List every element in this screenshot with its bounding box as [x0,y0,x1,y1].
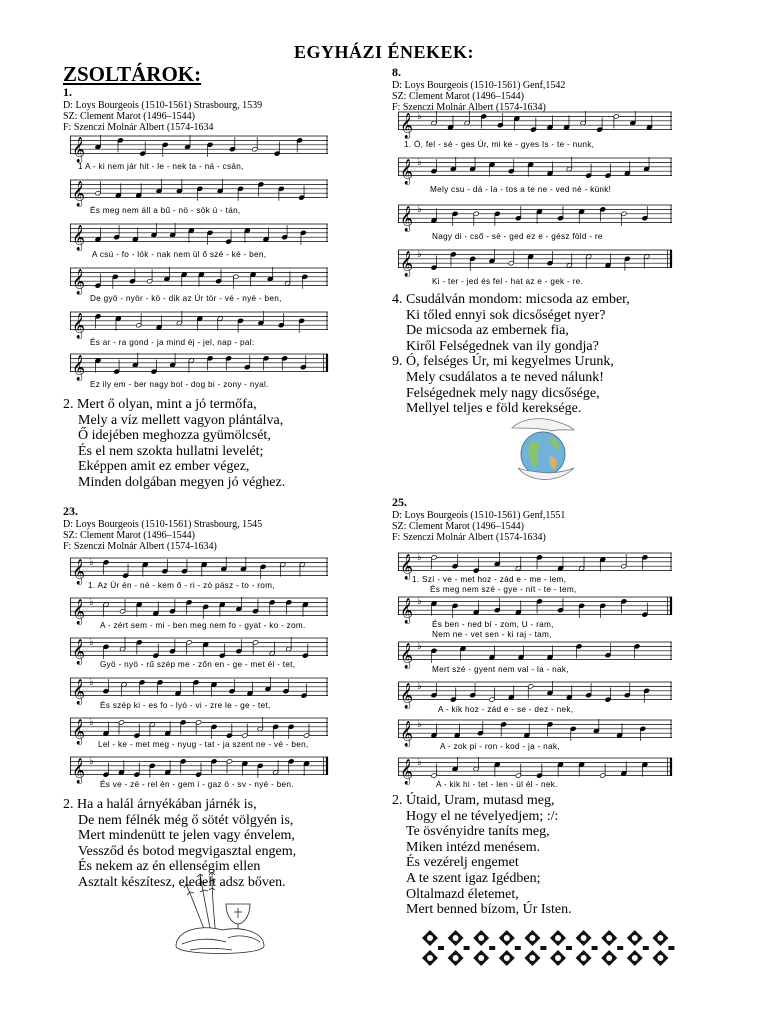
ornament-motif [422,930,444,966]
lyric-line: És ar - ra gond - ja mind éj - jel, nap - pal: [90,338,255,347]
flat-sign-icon: ♭ [417,681,422,693]
music-staff [70,260,328,296]
verse-line: És el nem szokta hullatni levelét; [78,443,264,459]
flat-sign-icon: ♭ [417,204,422,216]
music-staff [398,197,672,233]
treble-clef-icon: 𝄞 [72,313,86,339]
verse-line: És vezérelj engemet [406,855,519,871]
music-staff [70,216,328,252]
author-line: SZ: Clement Marot (1496–1544) [63,111,195,122]
author-line: SZ: Clement Marot (1496–1544) [392,521,524,532]
verse-line: Mert benned bízom, Úr Isten. [406,902,572,918]
lyric-line: 1. Ó, fel - sé - ges Úr, mi ke - gyes Is - te - nunk, [404,140,595,149]
treble-clef-icon: 𝄞 [72,719,86,745]
verse-line: De nem félnék még ő sötét völgyén is, [78,812,294,828]
treble-clef-icon: 𝄞 [400,759,414,785]
lyric-line: Ki - ter - jed és fel - hat az e - gek - re. [432,277,584,286]
verse-line: De micsoda az embernek fia, [406,323,569,339]
flat-sign-icon: ♭ [417,552,422,564]
lyric-line: Mert szé - gyent nem val - la - nak, [432,665,569,674]
translator-line: F: Szenczi Molnár Albert (1574-1634 [63,122,214,133]
song-25-header [392,495,565,543]
composer-line: D: Loys Bourgeois (1510-1561) Genf,1542 [392,80,566,91]
song-number: 8. [392,65,401,79]
flat-sign-icon: ♭ [89,677,94,689]
treble-clef-icon: 𝄞 [400,643,414,669]
lyric-line: Ez ily em - ber nagy bol - dog bi - zony - nyal. [90,380,269,389]
lyric-line: 1 A - ki nem jár hit - le - nek ta - ná - csán, [78,162,244,171]
verse-line: Ő idejében meghozza gyümölcsét, [78,428,271,444]
verse-line: Oltalmazd életemet, [406,886,519,902]
globe-hands-illustration [508,414,578,484]
verse-line: Mert mindenütt te jelen vagy énvelem, [78,828,295,844]
treble-clef-icon: 𝄞 [400,554,414,580]
treble-clef-icon: 𝄞 [400,721,414,747]
lyric-line: A csú - fo - lók - nak nem ül ő szé - ké - ben, [92,250,267,259]
music-staff [70,304,328,340]
song-number: 25. [392,495,407,509]
lyric-line: A - zok pi - ron - kod - ja - nak, [440,742,560,751]
treble-clef-icon: 𝄞 [400,251,414,277]
song-1-verses [63,397,285,491]
verse-line: Mellyel teljes e föld kereksége. [406,401,582,417]
composer-line: D: Loys Bourgeois (1510-1561) Strasbourg, 1539 [63,100,263,111]
flat-sign-icon: ♭ [417,157,422,169]
music-staff [398,150,672,186]
lyric-line: A - kik hi - tet - len - ül él - nek. [436,780,558,789]
verse-line: Asztalt készítesz, eledelt adsz bőven. [78,874,286,890]
verse-line: 9. Ó, felséges Úr, mi kegyelmes Urunk, [392,354,614,370]
verse-line: A te szent igaz Igédben; [406,870,541,886]
translator-line: F: Szenczi Molnár Albert (1574-1634) [63,541,217,552]
translator-line: F: Szenczi Molnár Albert (1574-1634) [392,532,546,543]
verse-line: És nekem az én ellenségim ellen [78,859,261,875]
verse-line: 4. Csudálván mondom: micsoda az ember, [392,292,630,307]
lyric-line: A - zért sem - mi - ben meg nem fo - gyat - ko - zom. [100,621,306,630]
lyric-line: És meg nem áll a bű - nö - sök ú - tán, [90,206,241,215]
folk-ornament [418,928,674,968]
music-staff [70,128,328,164]
verse-line: 2. Útaid, Uram, mutasd meg, [392,793,555,808]
treble-clef-icon: 𝄞 [400,683,414,709]
treble-clef-icon: 𝄞 [400,598,414,624]
composer-line: D: Loys Bourgeois (1510-1561) Genf,1551 [392,510,566,521]
verse-line: Vessződ és botod megvigasztal engem, [78,843,297,859]
lyric-line: És ben - ned bí - zom, U - ram, [432,620,554,629]
verse-line: Te ösvényidre taníts meg, [406,824,550,840]
lyric-line: 1. Szí - ve - met hoz - zád e - me - lem, [412,575,567,584]
treble-clef-icon: 𝄞 [72,181,86,207]
author-line: SZ: Clement Marot (1496–1544) [392,91,524,102]
lyric-line: Mely csu - dá - la - tos a te ne - ved né - künk! [430,185,612,194]
lyric-line: Lel - ke - met meg - nyug - tat - ja szent ne - vé - ben, [98,740,309,749]
flat-sign-icon: ♭ [89,637,94,649]
ornament-motif [448,930,470,966]
verse-line: Minden dolgában megyen jó véghez. [78,474,286,490]
treble-clef-icon: 𝄞 [400,113,414,139]
flat-sign-icon: ♭ [417,719,422,731]
song-1-header [63,85,262,133]
verse-line: 2. Mert ő olyan, mint a jó termőfa, [63,397,257,412]
verse-line: 2. Ha a halál árnyékában járnék is, [63,797,257,812]
translator-line: F: Szenczi Molnár Albert (1574-1634) [392,102,546,113]
song-25-verses [392,793,572,918]
music-staff [398,242,672,278]
page-title: EGYHÁZI ÉNEKEK: [293,42,475,62]
section-title: ZSOLTÁROK: [63,62,202,86]
verse-line: Kiről Felségednek van ily gondja? [406,338,599,354]
verse-line: Miken intézd menésem. [406,839,541,855]
flat-sign-icon: ♭ [417,249,422,261]
lyric-line: Nagy di - cső - sé - ged ez e - gész föld - re [432,232,603,241]
ornament-motif [499,930,521,966]
treble-clef-icon: 𝄞 [72,225,86,251]
flat-sign-icon: ♭ [417,111,422,123]
ornament-motif [576,930,598,966]
flat-sign-icon: ♭ [417,596,422,608]
verse-line: Felségednek mely nagy dicsősége, [406,385,600,401]
treble-clef-icon: 𝄞 [72,269,86,295]
verse-line: Eképpen amit ez ember végez, [78,459,250,475]
lyric-line: A - kik hoz - zád e - se - dez - nek, [438,705,574,714]
lyric-line: De gyö - nyör - kö - dik az Úr tör - vé - nyé - ben, [90,294,282,303]
ornament-motif [524,930,546,966]
treble-clef-icon: 𝄞 [72,559,86,585]
flat-sign-icon: ♭ [89,557,94,569]
verse-line: Mely a víz mellett vagyon plántálva, [78,412,284,428]
flat-sign-icon: ♭ [89,597,94,609]
lyric-line: És ve - zé - rel én - gem i - gaz ö - sv - nyé - ben. [100,780,294,789]
bread-chalice-illustration [172,868,268,960]
ornament-motif [601,930,623,966]
lyric-line: Gyö - nyö - rű szép me - zőn en - ge - met él - tet, [100,660,296,669]
treble-clef-icon: 𝄞 [72,355,86,381]
author-line: SZ: Clement Marot (1496–1544) [63,530,195,541]
song-8-verses [392,292,630,417]
treble-clef-icon: 𝄞 [400,206,414,232]
music-staff [70,172,328,208]
song-number: 1. [63,85,72,99]
ornament-motif [473,930,495,966]
song-number: 23. [63,504,78,518]
flat-sign-icon: ♭ [89,717,94,729]
ornament-motif [627,930,649,966]
lyric-line: És szép ki - es fo - lyó - vi - zre le - ge - tet, [100,701,271,710]
verse-line: Ki tőled ennyi sok dicsőséget nyer? [406,307,606,323]
lyric-line: Nem ne - vet sen - ki raj - tam, [432,630,552,639]
treble-clef-icon: 𝄞 [72,679,86,705]
composer-line: D: Loys Bourgeois (1510-1561) Strasbourg, 1545 [63,519,263,530]
treble-clef-icon: 𝄞 [72,758,86,784]
music-staff [70,346,328,382]
verse-line: Hogy el ne tévelyedjem; :/: [406,808,559,824]
ornament-motif [652,930,674,966]
music-staff [398,104,672,140]
treble-clef-icon: 𝄞 [72,599,86,625]
lyric-line: És meg nem szé - gye - nít - te - tem, [430,585,577,594]
treble-clef-icon: 𝄞 [72,639,86,665]
flat-sign-icon: ♭ [417,757,422,769]
treble-clef-icon: 𝄞 [400,159,414,185]
treble-clef-icon: 𝄞 [72,137,86,163]
song-23-header [63,504,262,552]
flat-sign-icon: ♭ [417,641,422,653]
verse-line: Mely csudálatos a te neved nálunk! [406,369,604,385]
ornament-motif [550,930,572,966]
lyric-line: 1. Az Úr én - né - kem ő - ri - zó pász - to - rom, [88,581,275,590]
flat-sign-icon: ♭ [89,756,94,768]
